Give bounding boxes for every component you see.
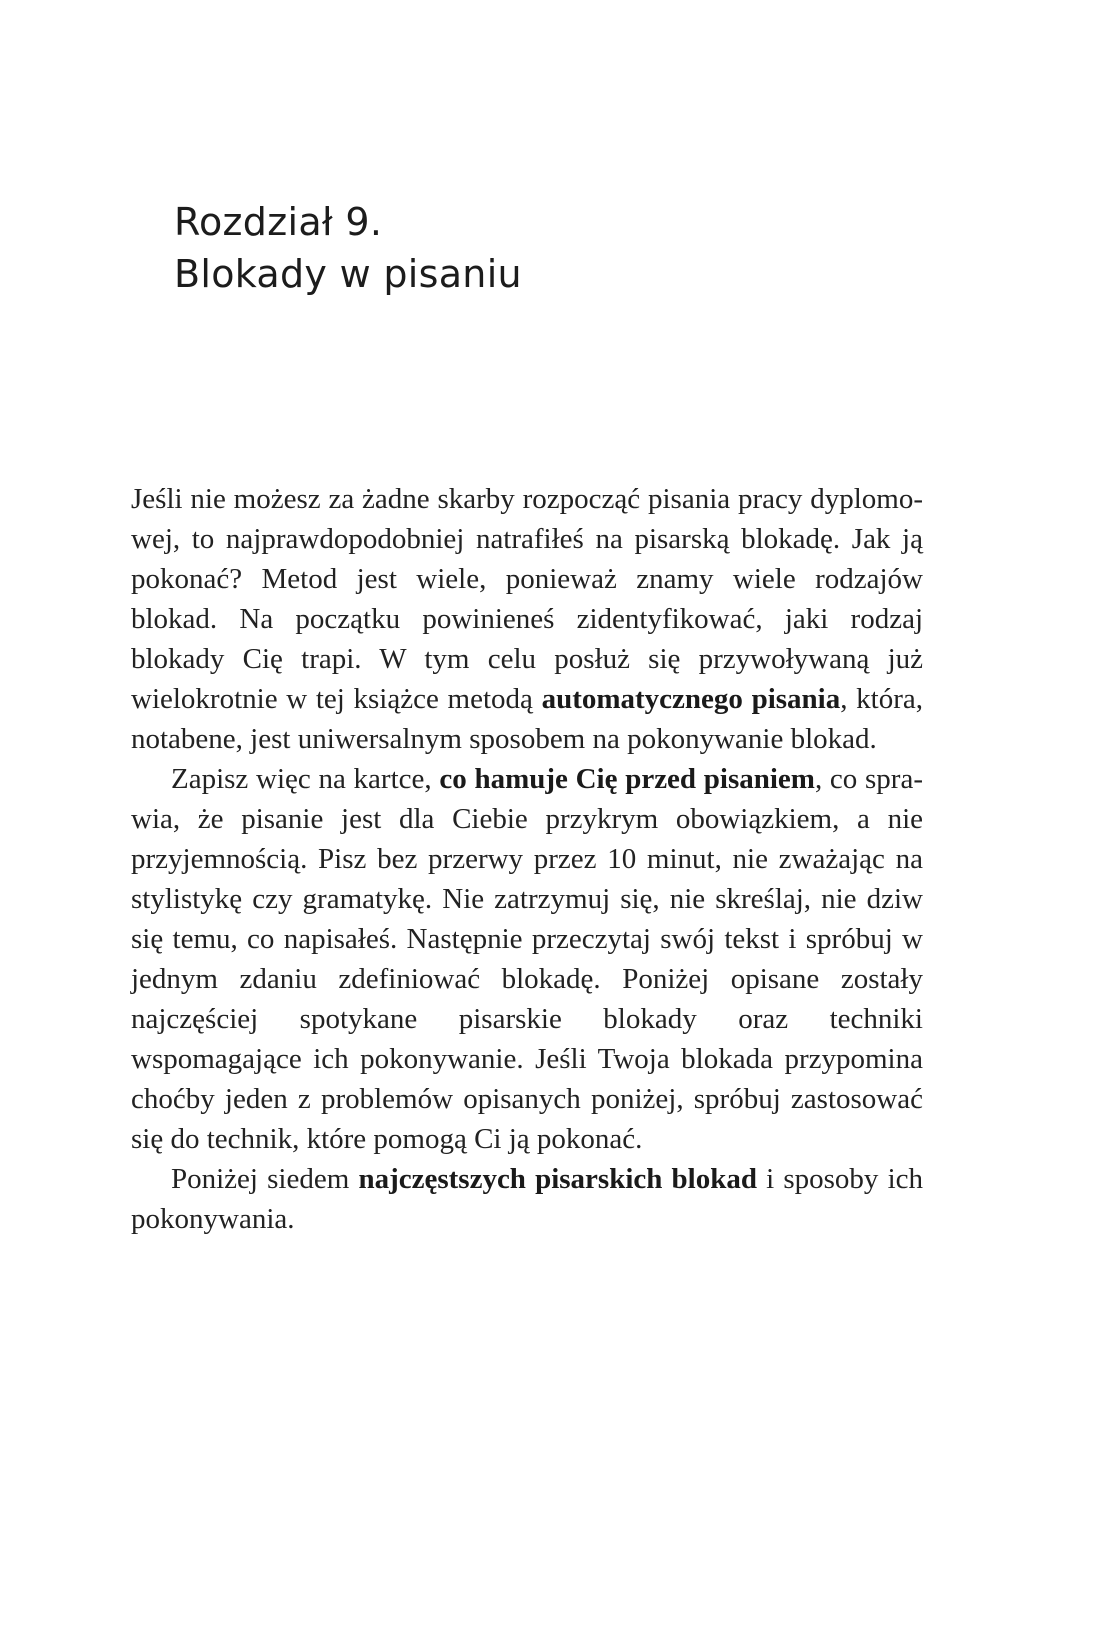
paragraph-3-text-start: Poniżej siedem [171,1163,359,1195]
paragraph-2-text-start: Zapisz więc na kartce, [171,763,440,795]
chapter-title [174,196,522,300]
paragraph-2-text-end: , co sprawia, że pisanie jest dla Ciebie przykrym obowiązkiem, a nie przyjemnością. Pisz bez przerwy przez 10 minut, nie zważając na stylistykę czy gramatykę. Nie zatrzymuj się, nie skreślaj, nie dziw się temu, co napisałeś. Następnie przeczytaj swój tekst i spróbuj w jednym zdaniu zdefiniować blokadę. Poniżej opisane zostały najczęściej spotykane pisarskie blokady oraz techniki wspomagające ich pokonywanie. Jeśli Twoja blokada przypomina choćby jeden z problemów opisanych poniżej, spróbuj zastosować się do technik, które pomogą Ci ją pokonać. [131,763,924,1155]
paragraph-1-text-start: Jeśli nie możesz za żadne skarby rozpocząć pisania pracy dyplomowej, to najprawdopodobniej natrafiłeś na pisarską blokadę. Jak ją pokonać? Metod jest wiele, ponieważ znamy wiele rodzajów blokad. Na początku powinieneś zidentyfikować, jaki rodzaj blokady Cię trapi. W tym celu posłuż się przywoływaną już wielokrotnie w tej książce metodą [131,483,923,715]
paragraph-1-emphasis: automatycznego pisania [541,683,841,715]
paragraph-3-emphasis: najczęstszych pisarskich blokad [358,1163,757,1195]
chapter-body [131,479,923,1239]
chapter-number: Rozdział 9. [174,200,383,244]
chapter-name: Blokady w pisaniu [174,252,522,296]
paragraph-2-emphasis: co hamuje Cię przed pisaniem [439,763,815,795]
paragraph-1-text-end: , która, notabene, jest uniwersalnym sposobem na pokonywanie blokad. [131,683,924,755]
paragraph-2 [131,759,923,1159]
paragraph-1 [131,479,923,759]
paragraph-3 [131,1159,923,1239]
paragraph-3-text-end: i sposoby ich pokonywania. [131,1163,923,1235]
